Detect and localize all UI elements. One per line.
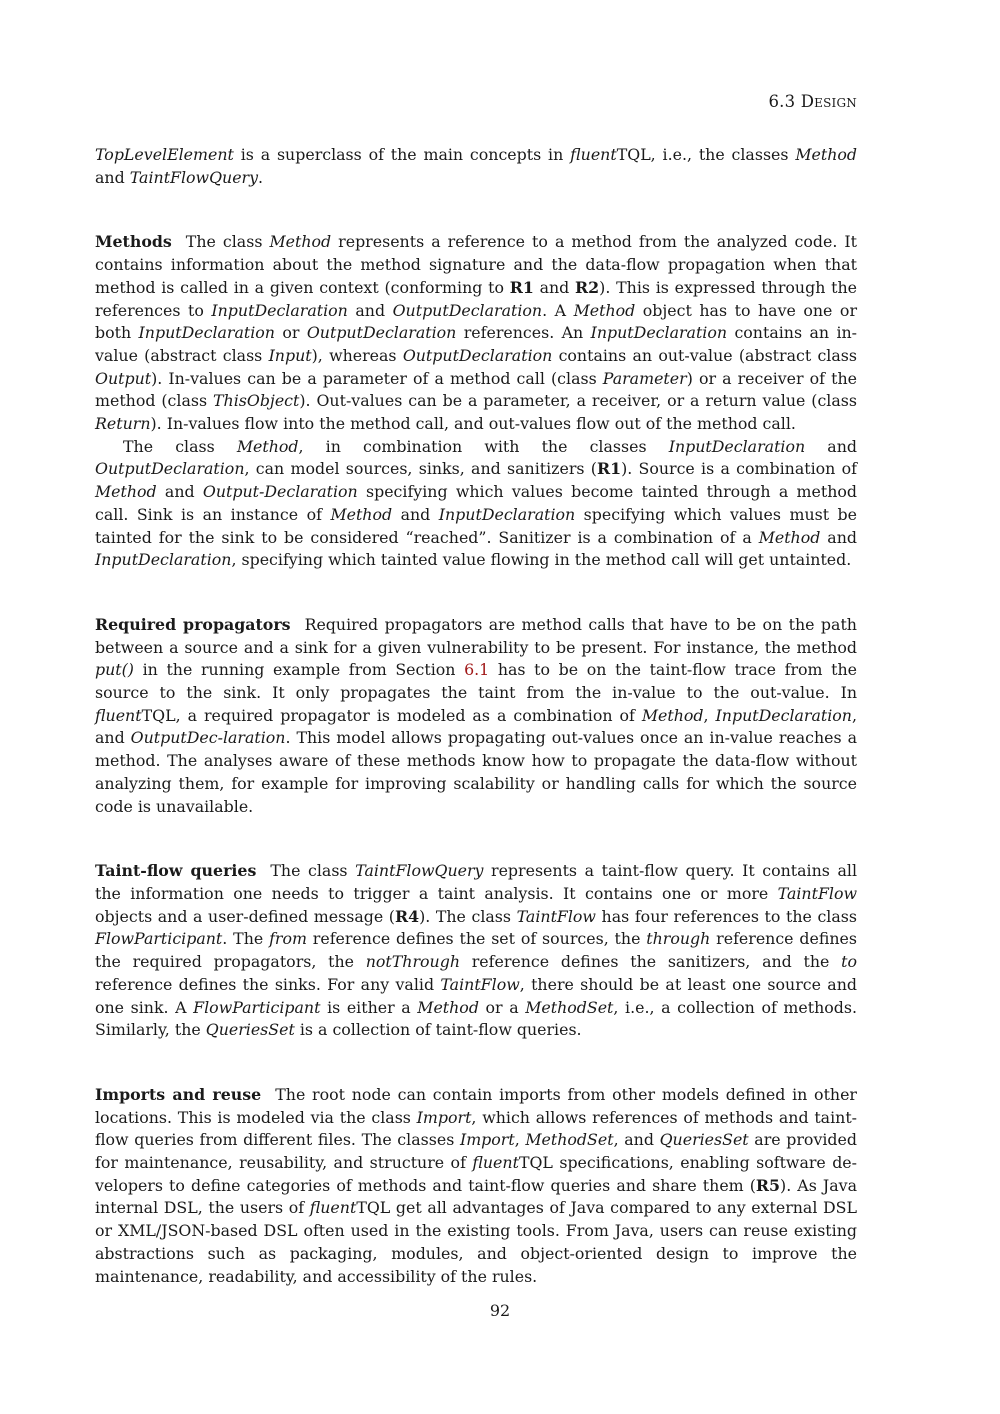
methods-text-1: The class Method represents a reference to a method from the analyzed code. It contains information about the method signature and the data-flow propagation when that method is called in a given context (conforming to R1 and R2). This is expressed through the references to InputDeclaration and OutputDeclaration. A Method object has to have one or both InputDeclaration or OutputDeclaration references. An InputDeclaration contains an in-value (abstract class Input), whereas OutputDeclaration contains an out-value (abstract class Output). In-values can be a parameter of a method call (class Parameter) or a receiver of the method (class ThisObject). Out-values can be a parameter, a receiver, or a return value (class Return). In-values flow into the method call, and out-values flow out of the method call. [95,232,858,434]
section-link[interactable]: 6.1 [464,660,490,680]
methods-paragraph-1 [95,231,857,435]
section-title: Design [800,92,857,111]
propagators-section [95,614,857,818]
queries-paragraph [95,860,857,1042]
imports-heading: Imports and reuse [95,1084,262,1104]
propagators-paragraph [95,614,857,818]
section-number: 6.3 [768,92,796,111]
queries-section [95,860,857,1042]
page-body [95,144,857,1288]
term-method: Method [795,145,858,164]
intro-text: is a superclass of the main concepts in [233,145,571,164]
queries-heading: Taint-flow queries [95,861,257,881]
intro-text: . [258,167,264,187]
queries-text: The class TaintFlowQuery represents a taint-flow query. It contains all the information one needs to trigger a taint analysis. It contains one or more TaintFlow objects and a user-defined message (R4). The class TaintFlow has four references to the class FlowParticipant. The from reference defines the set of sources, the through reference defines the required propagators, the notThrough reference defines the sanitizers, and the to reference defines the sinks. For any valid TaintFlow, there should be at least one source and one sink. A FlowParticipant is either a Method or a MethodSet, i.e., a collection of methods. Similarly, the QueriesSet is a collection of taint-flow queries. [95,861,858,1040]
intro-paragraph [95,144,857,189]
imports-section [95,1084,857,1288]
page-number: 92 [489,1301,511,1320]
intro-text: and [95,167,130,187]
running-header [768,92,857,111]
methods-section [95,231,857,572]
fluent-word: fluent [570,145,617,164]
imports-text: The root node can contain imports from other models defined in other locations. This is modeled via the class Import, which allows references of methods and taint-flow queries from different files. The classes Import, MethodSet, and QueriesSet are provided for maintenance, reusability, and structure of fluentTQL specifications, enabling software de-velopers to define categories of methods and taint-flow queries and share them (R5). As Java internal DSL, the users of fluentTQL get all advantages of Java compared to any external DSL or XML/JSON-based DSL often used in the existing tools. From Java, users can reuse existing abstractions such as packaging, modules, and object-oriented design to improve the maintenance, readability, and accessibility of the rules. [95,1084,857,1286]
term-toplevelelement: TopLevelElement [95,145,234,164]
imports-paragraph [95,1084,857,1288]
methods-heading: Methods [95,232,172,252]
term-taintflowquery: TaintFlowQuery [129,167,259,187]
propagators-heading: Required propagators [95,614,291,634]
methods-paragraph-2: The class Method, in combination with the classes InputDeclaration and OutputDeclaration, can model sources, sinks, and sanitizers (R1). Source is a combination of Method and Output-Declaration specifying which values become tainted through a method call. Sink is an instance of Method and InputDeclaration specifying which values must be tainted for the sink to be considered “reached”. Sanitizer is a combination of a Method and InputDeclaration, specifying which tainted value flowing in the method call will get untainted. [95,436,858,570]
intro-text: TQL, i.e., the classes [616,145,796,164]
propagators-text: Required propagators are method calls that have to be on the path between a source and a sink for a given vulnerability to be present. For instance, the method put() in the running example from Section 6.1 has to be on the taint-flow trace from the source to the sink. It only propagates the taint from the in-value to the out-value. In fluentTQL, a required propagator is modeled as a combination of Method, InputDeclaration, and OutputDec-laration. This model allows propagating out-values once an in-value reaches a method. The analyses aware of these methods know how to propagate the data-flow without analyzing them, for example for improving scalability or handling calls for which the source code is unavailable. [95,614,858,816]
